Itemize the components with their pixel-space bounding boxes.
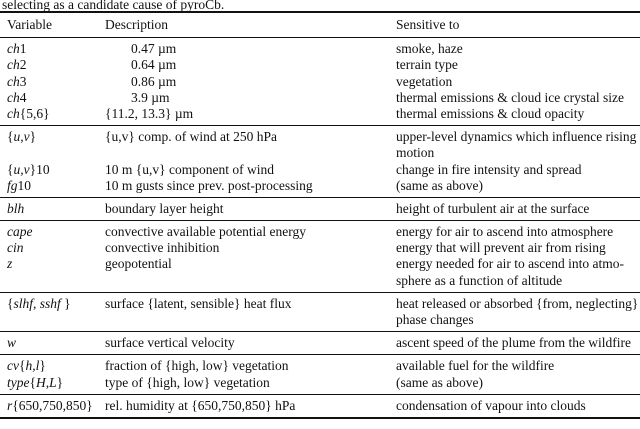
table-header [0,12,640,38]
variable-cell [0,162,105,178]
variable-name-part: {5,6} [19,105,50,121]
table-row [0,162,640,178]
table-row [0,273,640,293]
variable-cell [0,273,105,293]
variable-cell [0,197,105,220]
variable-name-part: { [7,129,14,145]
variable-name-part: } [29,129,37,145]
table-row [0,178,640,198]
description-cell: 0.86 µm [131,73,177,89]
variable-name-part: } [56,374,64,390]
sensitive-to-cell: smoke, haze [396,41,463,57]
description-cell: 0.64 µm [131,57,177,73]
variable-name-part: h,l [25,358,40,374]
table-row [0,57,640,73]
variable-cell [0,312,105,332]
description-cell: 10 m {u,v} component of wind [105,161,274,177]
header-description: Description [105,17,168,32]
variable-name-part: 2 [19,57,27,73]
variable-name-part: u,v [13,161,30,177]
variable-cell [0,178,105,198]
variable-name-part: 1 [19,41,27,57]
variable-cell [0,145,105,161]
description-cell: geopotential [105,256,172,272]
sensitive-to-cell: condensation of vapour into clouds [396,397,586,413]
description-cell: convective available potential energy [105,224,307,240]
table-row [0,90,640,106]
description-cell: {u,v} comp. of wind at 250 hPa [105,129,277,145]
sensitive-to-cell: heat released or absorbed {from, neglecting} [396,295,639,311]
description-cell: surface {latent, sensible} heat flux [105,295,292,311]
description-cell: convective inhibition [105,240,220,256]
variable-name-part: w [7,335,17,351]
row-group [0,332,640,355]
variable-cell [0,57,105,73]
table-row [0,106,640,126]
variable-name-part: slhf [13,295,33,311]
header-row [0,12,640,38]
variable-name-part: 4 [19,89,27,105]
variable-name-part: { [29,374,36,390]
sensitive-to-cell: vegetation [396,73,453,89]
sensitive-to-cell: height of turbulent air at the surface [396,200,590,216]
variable-name-part: ch [7,89,20,105]
description-cell: 3.9 µm [131,89,170,105]
variables-table [0,11,640,419]
row-group [0,126,640,198]
description-cell [105,312,396,332]
table-row [0,312,640,332]
variable-name-part: u,v [13,129,30,145]
sensitive-to-cell: (same as above) [396,374,483,390]
variable-name-part: r [7,397,13,413]
variable-cell [0,332,105,355]
variable-name-part: { [7,161,14,177]
variable-cell [0,240,105,256]
sensitive-to-cell: phase changes [396,312,474,327]
sensitive-to-cell: thermal emissions & cloud ice crystal size [396,89,624,105]
description-cell: fraction of {high, low} vegetation [105,358,289,374]
description-cell: 10 m gusts since prev. post-processing [105,177,313,193]
variable-name-part: sshf [39,295,61,311]
sensitive-to-cell: thermal emissions & cloud opacity [396,105,585,121]
variable-cell [0,292,105,312]
table-row [0,375,640,395]
description-cell: type of {high, low} vegetation [105,374,270,390]
variable-name-part: cv [7,358,19,374]
variable-name-part: } [60,295,71,311]
table-row [0,332,640,355]
sensitive-to-cell: energy needed for air to ascend into atmo- [396,256,625,272]
variable-name-part: blh [7,200,25,216]
header-variable: Variable [7,17,52,32]
table-row [0,355,640,375]
variable-cell [0,38,105,58]
row-group [0,292,640,331]
sensitive-to-cell: change in fire intensity and spread [396,161,582,177]
table-row [0,221,640,241]
variable-name-part: 10 [17,177,32,193]
variable-name-part: cin [7,240,24,256]
table-row [0,197,640,220]
sensitive-to-cell: sphere as a function of altitude [396,272,563,288]
description-cell: boundary layer height [105,200,224,216]
sensitive-to-cell: energy for air to ascend into atmosphere [396,224,614,240]
table-caption: selecting as a candidate cause of pyroCb. [2,0,225,12]
variable-cell [0,221,105,241]
row-group [0,394,640,418]
table-row [0,240,640,256]
variable-cell [0,256,105,272]
variable-cell [0,90,105,106]
description-cell: 0.47 µm [131,41,177,57]
sensitive-to-cell: available fuel for the wildfire [396,358,555,374]
sensitive-to-cell: ascent speed of the plume from the wildfire [396,335,632,351]
variable-name-part: ch [7,57,20,73]
description-cell [105,145,396,161]
variable-cell [0,375,105,395]
variable-name-part: { [18,358,26,374]
table-row [0,292,640,312]
table-row [0,126,640,146]
row-group [0,197,640,220]
variable-name-part: ch [7,73,20,89]
variable-name-part: fg [7,177,18,193]
description-cell: {11.2, 13.3} µm [105,105,194,121]
table-row [0,38,640,58]
variable-name-part: cape [7,224,33,240]
variable-name-part: , [33,295,40,311]
variable-name-part: }10 [29,161,50,177]
variable-name-part: type [7,374,30,390]
variable-name-part: 3 [19,73,27,89]
variable-cell [0,126,105,146]
row-group [0,38,640,126]
table-row [0,145,640,161]
variable-name-part: {650,750,850} [12,397,93,413]
sensitive-to-cell: motion [396,145,435,161]
sensitive-to-cell: (same as above) [396,177,483,193]
variable-cell [0,74,105,90]
variable-cell [0,355,105,375]
variable-cell [0,106,105,126]
variable-name-part: z [7,256,13,272]
variable-name-part: { [7,295,14,311]
variable-cell [0,394,105,418]
row-group [0,355,640,394]
sensitive-to-cell: upper-level dynamics which influence rising [396,129,637,145]
row-group [0,221,640,293]
variable-name-part: H,L [35,374,57,390]
header-sensitive-to: Sensitive to [396,17,460,32]
variable-name-part: ch [7,41,20,57]
variable-name-part: } [39,358,46,374]
variable-name-part: ch [7,105,20,121]
description-cell [105,273,396,293]
table-row [0,74,640,90]
description-cell: rel. humidity at {650,750,850} hPa [105,397,296,413]
sensitive-to-cell: energy that will prevent air from rising [396,240,606,256]
sensitive-to-cell: terrain type [396,57,458,73]
description-cell: surface vertical velocity [105,335,235,351]
table-row [0,256,640,272]
table-row [0,394,640,418]
